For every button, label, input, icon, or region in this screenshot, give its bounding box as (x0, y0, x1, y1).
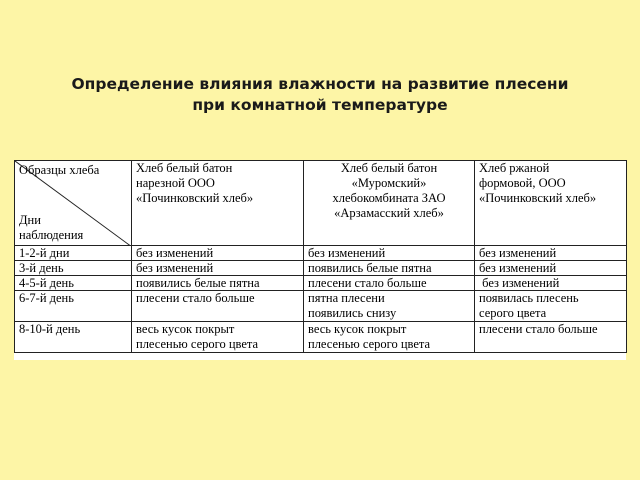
cell-line: пятна плесени (308, 291, 385, 305)
cell-line: появилась плесень (479, 291, 579, 305)
corner-days-line-1: Дни (19, 213, 41, 227)
table-header-row (15, 161, 627, 246)
column-header-3-line: «Починковский хлеб» (479, 191, 597, 205)
table-cell: плесени стало больше (132, 291, 304, 322)
table-cell: плесени стало больше (304, 276, 475, 291)
corner-header-cell (15, 161, 132, 246)
results-table (14, 160, 627, 353)
table-cell: без изменений (132, 246, 304, 261)
column-header-2-line: «Муромский» (351, 176, 427, 190)
day-cell: 1-2-й дни (15, 246, 132, 261)
table-row (15, 291, 627, 322)
day-cell: 3-й день (15, 261, 132, 276)
results-table-container (14, 160, 626, 360)
corner-days-label (19, 213, 83, 243)
table-cell: без изменений (475, 246, 627, 261)
table-cell: появились белые пятна (132, 276, 304, 291)
column-header-1-line: Хлеб белый батон (136, 161, 233, 175)
day-cell: 4-5-й день (15, 276, 132, 291)
column-header-3 (475, 161, 627, 246)
day-cell: 6-7-й день (15, 291, 132, 322)
title-line-1: Определение влияния влажности на развитие плесени (71, 75, 569, 93)
table-cell: без изменений (475, 261, 627, 276)
cell-line: появились снизу (308, 306, 397, 320)
title-line-2: при комнатной температуре (192, 96, 448, 114)
column-header-1 (132, 161, 304, 246)
table-cell (475, 291, 627, 322)
table-cell: без изменений (304, 246, 475, 261)
column-header-2-line: Хлеб белый батон (340, 161, 438, 175)
table-cell: плесени стало больше (475, 322, 627, 353)
table-cell (304, 322, 475, 353)
table-cell (132, 322, 304, 353)
table-row (15, 261, 627, 276)
column-header-1-line: «Починковский хлеб» (136, 191, 254, 205)
table-cell (304, 291, 475, 322)
cell-line: плесенью серого цвета (136, 337, 259, 351)
corner-days-line-2: наблюдения (19, 228, 84, 242)
column-header-2-line: хлебокомбината ЗАО (332, 191, 446, 205)
corner-samples-label: Образцы хлеба (19, 163, 100, 177)
table-cell: появились белые пятна (304, 261, 475, 276)
cell-line: серого цвета (479, 306, 547, 320)
cell-line: весь кусок покрыт (308, 322, 407, 336)
column-header-1-line: нарезной ООО (136, 176, 215, 190)
table-row (15, 322, 627, 353)
table-row (15, 246, 627, 261)
slide-title (0, 74, 640, 116)
column-header-2 (304, 161, 475, 246)
column-header-3-line: Хлеб ржаной (479, 161, 550, 175)
column-header-3-line: формовой, ООО (479, 176, 566, 190)
table-row (15, 276, 627, 291)
table-cell: без изменений (475, 276, 627, 291)
cell-line: весь кусок покрыт (136, 322, 235, 336)
cell-line: плесенью серого цвета (308, 337, 431, 351)
day-cell: 8-10-й день (15, 322, 132, 353)
table-cell: без изменений (132, 261, 304, 276)
column-header-2-line: «Арзамасский хлеб» (334, 206, 444, 220)
